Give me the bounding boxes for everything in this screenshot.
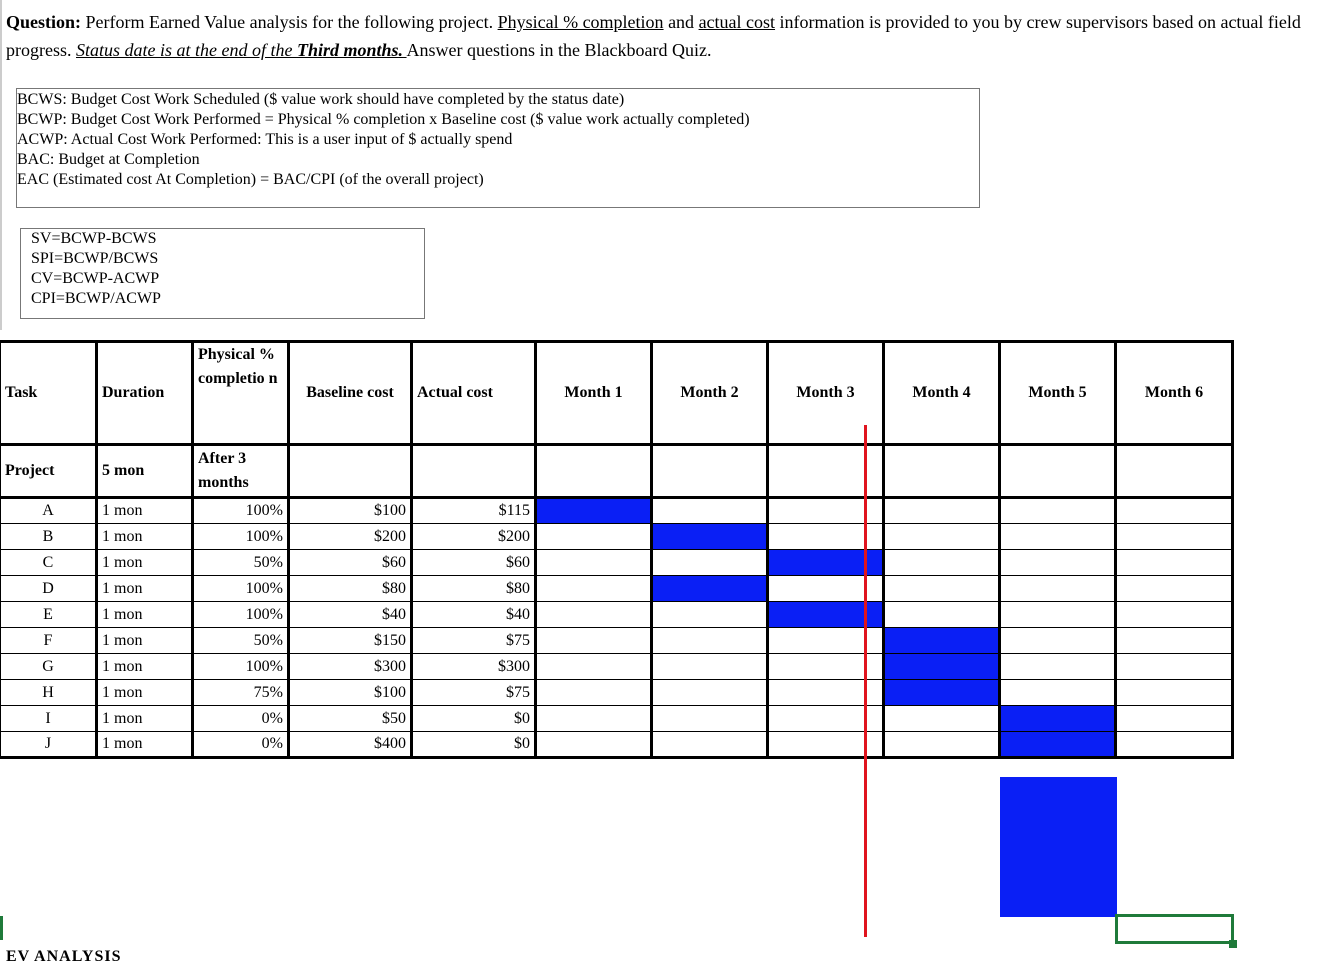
cell-duration[interactable]: 1 mon	[97, 602, 193, 628]
project-month-6[interactable]	[1116, 445, 1233, 498]
cell-month-5[interactable]	[1000, 576, 1116, 602]
header-month-5[interactable]: Month 5	[1000, 342, 1116, 445]
cell-duration[interactable]: 1 mon	[97, 680, 193, 706]
cell-physical[interactable]: 100%	[193, 602, 289, 628]
task-row	[1, 732, 1233, 758]
header-month-2[interactable]: Month 2	[652, 342, 768, 445]
formula-cpi: CPI=BCWP/ACWP	[31, 290, 161, 307]
gantt-bar[interactable]	[1000, 706, 1116, 732]
cell-actual[interactable]: $80	[412, 576, 536, 602]
header-task[interactable]: Task	[1, 342, 97, 445]
cell-task[interactable]: E	[1, 602, 97, 628]
cell-month-2[interactable]	[652, 550, 768, 576]
header-month-4[interactable]: Month 4	[884, 342, 1000, 445]
cell-baseline[interactable]: $60	[289, 550, 412, 576]
cell-month-4[interactable]	[884, 602, 1000, 628]
cell-month-1[interactable]	[536, 524, 652, 550]
cell-month-5[interactable]	[1000, 628, 1116, 654]
cell-duration[interactable]: 1 mon	[97, 550, 193, 576]
task-row	[1, 602, 1233, 628]
cell-month-2[interactable]	[652, 654, 768, 680]
task-row	[1, 654, 1233, 680]
cell-month-6[interactable]	[1116, 706, 1233, 732]
cell-task[interactable]: D	[1, 576, 97, 602]
cell-duration[interactable]: 1 mon	[97, 524, 193, 550]
cell-month-6[interactable]	[1116, 498, 1233, 524]
cell-actual[interactable]: $0	[412, 706, 536, 732]
cell-actual[interactable]: $40	[412, 602, 536, 628]
cell-month-1[interactable]	[536, 732, 652, 758]
cell-month-5[interactable]	[1000, 524, 1116, 550]
task-row	[1, 498, 1233, 524]
cell-baseline[interactable]: $100	[289, 680, 412, 706]
project-month-4[interactable]	[884, 445, 1000, 498]
cell-month-1[interactable]	[536, 654, 652, 680]
cell-baseline[interactable]: $300	[289, 654, 412, 680]
cell-baseline[interactable]: $100	[289, 498, 412, 524]
actual-cost-link: actual cost	[698, 12, 776, 32]
cell-actual[interactable]: $0	[412, 732, 536, 758]
cell-month-6[interactable]	[1116, 732, 1233, 758]
project-month-5[interactable]	[1000, 445, 1116, 498]
cell-actual[interactable]: $200	[412, 524, 536, 550]
task-row	[1, 628, 1233, 654]
cell-month-5[interactable]	[1000, 498, 1116, 524]
cell-month-2[interactable]	[652, 602, 768, 628]
cell-month-6[interactable]	[1116, 680, 1233, 706]
cell-physical[interactable]: 100%	[193, 524, 289, 550]
header-baseline-cost[interactable]: Baseline cost	[289, 342, 412, 445]
cell-task[interactable]: J	[1, 732, 97, 758]
cell-task[interactable]: B	[1, 524, 97, 550]
cell-physical[interactable]: 0%	[193, 732, 289, 758]
selected-cell[interactable]	[1115, 914, 1234, 944]
cell-task[interactable]: F	[1, 628, 97, 654]
gantt-bar-overflow	[1000, 777, 1117, 917]
cell-month-2[interactable]	[652, 706, 768, 732]
task-row	[1, 706, 1233, 732]
project-physical[interactable]: After 3 months	[193, 445, 289, 498]
status-date-end: .	[398, 40, 404, 60]
cell-task[interactable]: A	[1, 498, 97, 524]
cell-physical[interactable]: 100%	[193, 654, 289, 680]
cell-month-6[interactable]	[1116, 550, 1233, 576]
formulas-box	[20, 228, 425, 319]
cell-task[interactable]: G	[1, 654, 97, 680]
cell-baseline[interactable]: $40	[289, 602, 412, 628]
formula-sv: SV=BCWP-BCWS	[31, 230, 157, 247]
header-actual-cost[interactable]: Actual cost	[412, 342, 536, 445]
project-month-2[interactable]	[652, 445, 768, 498]
header-physical-completion[interactable]: Physical % completio n	[193, 342, 289, 445]
question-text	[6, 8, 1316, 64]
cell-month-4[interactable]	[884, 550, 1000, 576]
cell-month-6[interactable]	[1116, 602, 1233, 628]
cell-month-2[interactable]	[652, 628, 768, 654]
cell-duration[interactable]: 1 mon	[97, 706, 193, 732]
gantt-bar[interactable]	[1000, 732, 1116, 758]
cell-month-6[interactable]	[1116, 524, 1233, 550]
cell-physical[interactable]: 50%	[193, 550, 289, 576]
cell-month-2[interactable]	[652, 732, 768, 758]
question-label: Question:	[6, 12, 82, 32]
status-date-line	[864, 425, 867, 937]
project-task[interactable]: Project	[1, 445, 97, 498]
cell-actual[interactable]: $60	[412, 550, 536, 576]
cell-month-5[interactable]	[1000, 602, 1116, 628]
task-row	[1, 524, 1233, 550]
cell-month-1[interactable]	[536, 680, 652, 706]
cell-duration[interactable]: 1 mon	[97, 732, 193, 758]
cell-month-1[interactable]	[536, 706, 652, 732]
project-month-1[interactable]	[536, 445, 652, 498]
cell-month-2[interactable]	[652, 680, 768, 706]
physical-completion-link: Physical % completion	[497, 12, 664, 32]
cell-month-2[interactable]	[652, 498, 768, 524]
cell-baseline[interactable]: $150	[289, 628, 412, 654]
cell-month-5[interactable]	[1000, 550, 1116, 576]
header-month-6[interactable]: Month 6	[1116, 342, 1233, 445]
cell-month-4[interactable]	[884, 576, 1000, 602]
cell-month-6[interactable]	[1116, 628, 1233, 654]
cell-month-5[interactable]	[1000, 654, 1116, 680]
header-month-3[interactable]: Month 3	[768, 342, 884, 445]
definition-bac: BAC: Budget at Completion	[17, 151, 200, 168]
question-part: and	[663, 12, 699, 32]
gantt-bar[interactable]	[652, 524, 768, 550]
question-instruction: Answer questions in the Blackboard Quiz.	[406, 40, 712, 60]
question-part: information is provided to you by crew supervisors based on actual field progress.	[6, 12, 1301, 60]
cell-month-4[interactable]	[884, 524, 1000, 550]
cell-month-6[interactable]	[1116, 654, 1233, 680]
cell-month-5[interactable]	[1000, 680, 1116, 706]
cell-physical[interactable]: 0%	[193, 706, 289, 732]
cell-task[interactable]: H	[1, 680, 97, 706]
gantt-bar[interactable]	[884, 680, 1000, 706]
ev-table	[0, 340, 1234, 759]
project-actual[interactable]	[412, 445, 536, 498]
cell-month-1[interactable]	[536, 576, 652, 602]
cell-physical[interactable]: 50%	[193, 628, 289, 654]
header-month-1[interactable]: Month 1	[536, 342, 652, 445]
cell-actual[interactable]: $115	[412, 498, 536, 524]
gantt-bar[interactable]	[884, 628, 1000, 654]
cell-month-1[interactable]	[536, 550, 652, 576]
cell-physical[interactable]: 100%	[193, 576, 289, 602]
gantt-bar[interactable]	[536, 498, 652, 524]
question-part: Perform Earned Value analysis for the following project.	[81, 12, 498, 32]
status-date-bold: Third months	[296, 40, 399, 60]
cell-baseline[interactable]: $80	[289, 576, 412, 602]
cell-duration[interactable]: 1 mon	[97, 654, 193, 680]
definitions-box	[16, 88, 980, 208]
task-row	[1, 576, 1233, 602]
cell-month-6[interactable]	[1116, 576, 1233, 602]
definition-eac: EAC (Estimated cost At Completion) = BAC/CPI (of the overall project)	[17, 171, 484, 188]
status-date-text: Status date is at the end of the	[76, 40, 297, 60]
cell-month-4[interactable]	[884, 706, 1000, 732]
project-duration[interactable]: 5 mon	[97, 445, 193, 498]
definition-bcws: BCWS: Budget Cost Work Scheduled ($ value work should have completed by the status date)	[17, 91, 625, 108]
sheet-left-border	[0, 0, 2, 330]
definition-bcwp: BCWP: Budget Cost Work Performed = Physical % completion x Baseline cost ($ value work actually completed)	[17, 111, 750, 128]
cell-month-1[interactable]	[536, 602, 652, 628]
cell-duration[interactable]: 1 mon	[97, 498, 193, 524]
cell-baseline[interactable]: $50	[289, 706, 412, 732]
cell-task[interactable]: C	[1, 550, 97, 576]
cell-actual[interactable]: $75	[412, 680, 536, 706]
cell-physical[interactable]: 75%	[193, 680, 289, 706]
row-marker	[0, 916, 3, 940]
cell-month-4[interactable]	[884, 498, 1000, 524]
cell-duration[interactable]: 1 mon	[97, 628, 193, 654]
cell-duration[interactable]: 1 mon	[97, 576, 193, 602]
definition-acwp: ACWP: Actual Cost Work Performed: This is a user input of $ actually spend	[17, 131, 513, 148]
cell-baseline[interactable]: $200	[289, 524, 412, 550]
header-row	[1, 342, 1233, 445]
task-row	[1, 550, 1233, 576]
formula-cv: CV=BCWP-ACWP	[31, 270, 160, 287]
project-baseline[interactable]	[289, 445, 412, 498]
cell-baseline[interactable]: $400	[289, 732, 412, 758]
cell-physical[interactable]: 100%	[193, 498, 289, 524]
project-row	[1, 445, 1233, 498]
section-title: EV ANALYSIS	[6, 948, 122, 965]
cell-actual[interactable]: $300	[412, 654, 536, 680]
gantt-bar[interactable]	[884, 654, 1000, 680]
cell-actual[interactable]: $75	[412, 628, 536, 654]
cell-month-4[interactable]	[884, 732, 1000, 758]
gantt-bar[interactable]	[652, 576, 768, 602]
cell-task[interactable]: I	[1, 706, 97, 732]
task-row	[1, 680, 1233, 706]
cell-month-1[interactable]	[536, 628, 652, 654]
fill-handle[interactable]	[1229, 940, 1237, 948]
formula-spi: SPI=BCWP/BCWS	[31, 250, 159, 267]
header-duration[interactable]: Duration	[97, 342, 193, 445]
